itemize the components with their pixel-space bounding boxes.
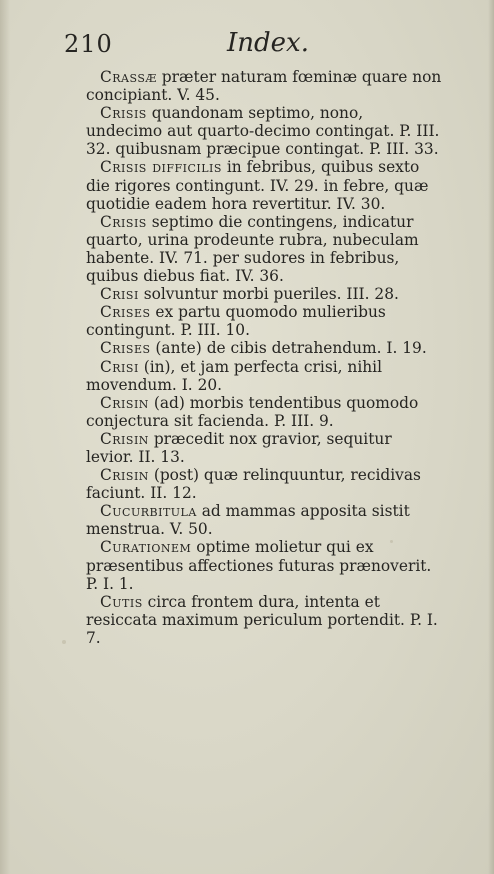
index-entry bbox=[86, 158, 444, 212]
index-entry bbox=[86, 466, 444, 502]
index-entries bbox=[86, 68, 444, 647]
entry-head: Curationem bbox=[100, 538, 192, 557]
entry-head: Crisis bbox=[100, 104, 147, 123]
index-entry bbox=[86, 339, 444, 357]
entry-text: (post) quæ relinquuntur, recidivas faciunt. II. 12. bbox=[86, 466, 421, 503]
entry-text: quandonam septimo, nono, undecimo aut quarto-decimo contingat. P. III. 32. quibusnam præcipue contingat. P. III. 33. bbox=[86, 104, 440, 159]
entry-head: Crisis difficilis bbox=[100, 158, 222, 177]
entry-head: Crisi bbox=[100, 285, 139, 304]
index-entry bbox=[86, 104, 444, 158]
entry-head: Crises bbox=[100, 303, 151, 322]
index-entry bbox=[86, 68, 444, 104]
entry-head: Crisin bbox=[100, 393, 149, 412]
entry-text: circa frontem dura, intenta et resiccata maximum periculum portendit. P. I. 7. bbox=[86, 592, 438, 647]
index-entry bbox=[86, 394, 444, 430]
page-number: 210 bbox=[64, 30, 113, 58]
entry-head: Crisis bbox=[100, 212, 147, 231]
header-title: Index. bbox=[227, 28, 309, 58]
entry-text: ex partu quomodo mulieribus contingunt. P. III. 10. bbox=[86, 303, 386, 340]
entry-head: Crises bbox=[100, 339, 151, 358]
page-edge-shadow-left bbox=[0, 0, 10, 874]
index-entry bbox=[86, 358, 444, 394]
entry-head: Crisin bbox=[100, 466, 149, 485]
entry-head: Crisin bbox=[100, 429, 149, 448]
entry-text: præcedit nox gravior, sequitur levior. II. 13. bbox=[86, 429, 392, 466]
entry-text: septimo die contingens, indicatur quarto, urina prodeunte rubra, nubeculam habente. IV. 71. per sudores in febribus, quibus diebus fiat. IV. 36. bbox=[86, 212, 419, 286]
entry-text: optime molietur qui ex præsentibus affectiones futuras prænoverit. P. I. 1. bbox=[86, 538, 432, 593]
entry-text: (ante) de cibis detrahendum. I. 19. bbox=[150, 339, 427, 358]
entry-head: Cucurbitula bbox=[100, 502, 197, 521]
entry-text: in febribus, quibus sexto die rigores contingunt. IV. 29. in febre, quæ quotidie eadem hora revertitur. IV. 30. bbox=[86, 158, 429, 213]
entry-head: Crassæ bbox=[100, 68, 157, 86]
page-edge-shadow-right bbox=[488, 0, 494, 874]
index-entry bbox=[86, 303, 444, 339]
index-entry bbox=[86, 538, 444, 592]
entry-text: (in), et jam perfecta crisi, nihil movendum. I. 20. bbox=[86, 357, 383, 394]
running-head bbox=[64, 28, 444, 64]
index-entry bbox=[86, 285, 444, 303]
index-entry bbox=[86, 213, 444, 285]
entry-text: ad mammas apposita sistit menstrua. V. 50. bbox=[86, 502, 410, 539]
index-entry bbox=[86, 593, 444, 647]
entry-text: (ad) morbis tendentibus quomodo conjectura sit facienda. P. III. 9. bbox=[86, 393, 419, 430]
entry-head: Crisi bbox=[100, 357, 139, 376]
entry-head: Cutis bbox=[100, 592, 143, 611]
entry-text: præter naturam fœminæ quare non concipiant. V. 45. bbox=[86, 68, 442, 105]
index-entry bbox=[86, 502, 444, 538]
index-entry bbox=[86, 430, 444, 466]
paper-spot bbox=[62, 640, 66, 644]
entry-text: solvuntur morbi pueriles. III. 28. bbox=[138, 285, 399, 304]
